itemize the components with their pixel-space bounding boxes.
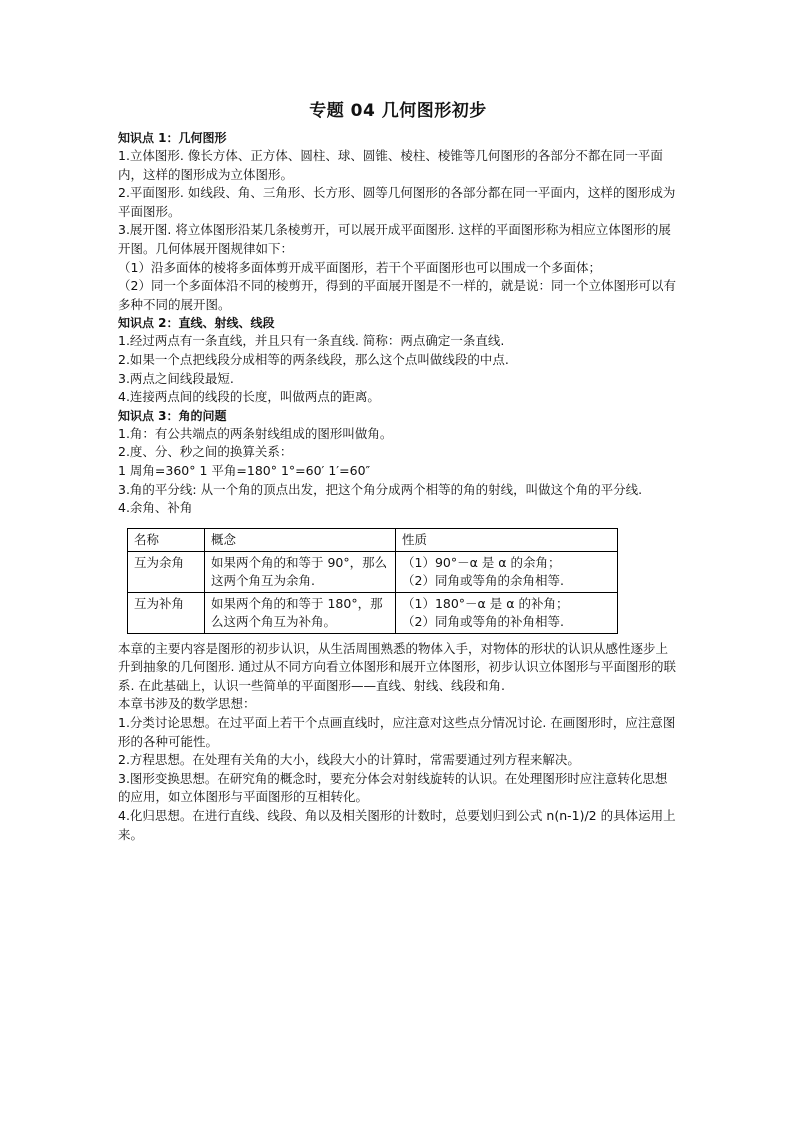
paragraph: 3.图形变换思想。在研究角的概念时，要充分体会对射线旋转的认识。在处理图形时应注意转化思想的应用，如立体图形与平面图形的互相转化。 [118, 770, 668, 805]
property-line: （2）同角或等角的余角相等. [402, 572, 564, 588]
table-cell: 互为余角 [128, 551, 205, 592]
table-cell: 互为补角 [128, 592, 205, 633]
paragraph: 1.经过两点有一条直线，并且只有一条直线. 简称：两点确定一条直线. [118, 333, 505, 349]
table-row [128, 592, 618, 633]
paragraph: 3.两点之间线段最短. [118, 370, 234, 386]
section-heading: 知识点 3：角的问题 [118, 408, 227, 423]
paragraph: 2.平面图形. 如线段、角、三角形、长方形、圆等几何图形的各部分都在同一平面内，这样的图形成为平面图形。 [118, 185, 676, 219]
paragraph: 2.度、分、秒之间的换算关系： [118, 444, 293, 460]
paragraph: 3.展开图. 将立体图形沿某几条棱剪开，可以展开成平面图形. 这样的平面图形称为相应立体图形的展开图。几何体展开图规律如下： [118, 222, 671, 256]
paragraph: 本章书涉及的数学思想： [118, 696, 256, 712]
table-cell: 如果两个角的和等于 90°，那么这两个角互为余角. [205, 551, 396, 592]
section-heading: 知识点 1：几何图形 [118, 131, 227, 145]
paragraph: 本章的主要内容是图形的初步认识，从生活周围熟悉的物体入手，对物体的形状的认识从感性逐步上升到抽象的几何图形. 通过从不同方向看立体图形和展开立体图形，初步认识立体图形与平面图形的联系. 在此基础上，认识一些简单的平面图形——直线、射线、线段和角. [118, 640, 676, 693]
table-header-cell: 名称 [128, 528, 205, 551]
paragraph: 4.化归思想。在进行直线、线段、角以及相关图形的计数时，总要划归到公式 n(n-1)/2 的具体运用上来。 [118, 808, 676, 842]
section-knowledge-2 [118, 314, 678, 406]
paragraph: 4.余角、补角 [118, 500, 193, 516]
document-title: 专题 04 几何图形初步 [309, 101, 487, 121]
chapter-summary [118, 640, 678, 845]
paragraph: （1）沿多面体的棱将多面体剪开成平面图形，若干个平面图形也可以围成一个多面体； [118, 259, 601, 275]
table-row [128, 551, 618, 592]
paragraph: 2.如果一个点把线段分成相等的两条线段，那么这个点叫做线段的中点. [118, 351, 509, 367]
paragraph: 1.分类讨论思想。在过平面上若干个点画直线时，应注意对这些点分情况讨论. 在画图形时，应注意图形的各种可能性。 [118, 715, 676, 749]
paragraph: 3.角的平分线: 从一个角的顶点出发，把这个角分成两个相等的角的射线，叫做这个角的平分线. [118, 481, 643, 497]
paragraph: 1 周角=360° 1 平角=180° 1°=60′ 1′=60″ [118, 462, 371, 478]
property-line: （2）同角或等角的补角相等. [402, 613, 564, 629]
angle-comparison-table [127, 528, 618, 634]
paragraph: （2）同一个多面体沿不同的棱剪开，得到的平面展开图是不一样的，就是说：同一个立体图形可以有多种不同的展开图。 [118, 278, 676, 312]
document-page [118, 96, 678, 844]
table-cell [396, 551, 618, 592]
table-header-cell: 概念 [205, 528, 396, 551]
section-heading: 知识点 2：直线、射线、线段 [118, 316, 275, 331]
table-cell [396, 592, 618, 633]
property-line: （1）180°－α 是 α 的补角； [402, 595, 569, 611]
paragraph: 1.立体图形. 像长方体、正方体、圆柱、球、圆锥、棱柱、棱锥等几何图形的各部分不都在同一平面内，这样的图形成为立体图形。 [118, 148, 663, 182]
paragraph: 1.角：有公共端点的两条射线组成的图形叫做角。 [118, 425, 393, 441]
section-knowledge-3 [118, 407, 678, 518]
section-knowledge-1 [118, 129, 678, 314]
paragraph: 4.连接两点间的线段的长度，叫做两点的距离。 [118, 389, 380, 405]
table-header-cell: 性质 [396, 528, 618, 551]
table-cell: 如果两个角的和等于 180°，那么这两个角互为补角。 [205, 592, 396, 633]
paragraph: 2.方程思想。在处理有关角的大小，线段大小的计算时，常需要通过列方程来解决。 [118, 752, 580, 768]
property-line: （1）90°－α 是 α 的余角； [402, 554, 561, 570]
table-header-row [128, 528, 618, 551]
